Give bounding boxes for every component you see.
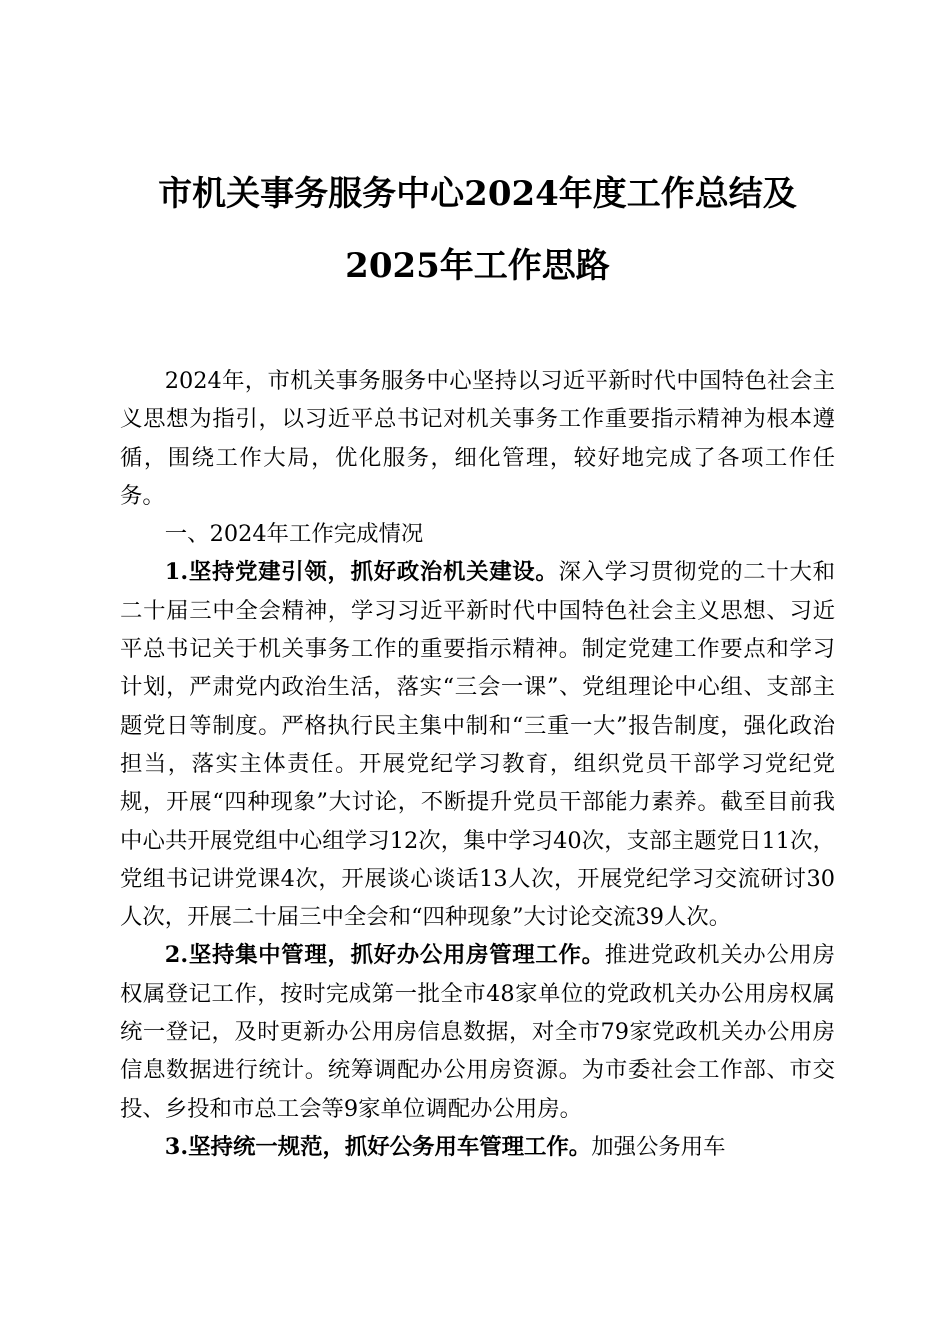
item-3-paragraph <box>120 1128 835 1166</box>
item-2-lead: 2.坚持集中管理，抓好办公用房管理工作。 <box>164 942 605 969</box>
item-3-lead: 3.坚持统一规范，抓好公务用车管理工作。 <box>164 1133 592 1160</box>
item-3-text: 加强公务用车 <box>591 1133 726 1160</box>
item-1-paragraph <box>120 553 835 936</box>
item-2-text: 推进党政机关办公用房权属登记工作，按时完成第一批全市48家单位的党政机关办公用房权属统一登记，及时更新办公用房信息数据，对全市79家党政机关办公用房信息数据进行统计。统筹调配办公用房资源。为市委社会工作部、市交投、乡投和市总工会等9家单位调配办公用房。 <box>120 942 836 1122</box>
document-title-line-1: 市机关事务服务中心2024年度工作总结及 <box>158 174 797 214</box>
section-1-heading: 一、2024年工作完成情况 <box>164 521 424 548</box>
item-1-lead: 1.坚持党建引领，抓好政治机关建设。 <box>164 559 559 586</box>
item-1-text: 深入学习贯彻党的二十大和二十届三中全会精神，学习习近平新时代中国特色社会主义思想、习近平总书记关于机关事务工作的重要指示精神。制定党建工作要点和学习计划，严肃党内政治生活，落实“三会一课”、党组理论中心组、支部主题党日等制度。严格执行民主集中制和“三重一大”报告制度，强化政治担当，落实主体责任。开展党纪学习教育，组织党员干部学习党纪党规，开展“四种现象”大讨论，不断提升党员干部能力素养。截至目前我中心共开展党组中心组学习12次，集中学习40次，支部主题党日11次，党组书记讲党课4次，开展谈心谈话13人次，开展党纪学习交流研讨30人次，开展二十届三中全会和“四种现象”大讨论交流39人次。 <box>120 559 836 931</box>
item-2-paragraph <box>120 936 835 1127</box>
document-body <box>120 362 835 1166</box>
document-title-line-2: 2025年工作思路 <box>345 246 610 286</box>
intro-paragraph: 2024年，市机关事务服务中心坚持以习近平新时代中国特色社会主义思想为指引，以习近平总书记对机关事务工作重要指示精神为根本遵循，围绕工作大局，优化服务，细化管理，较好地完成了各项工作任务。 <box>120 368 835 509</box>
